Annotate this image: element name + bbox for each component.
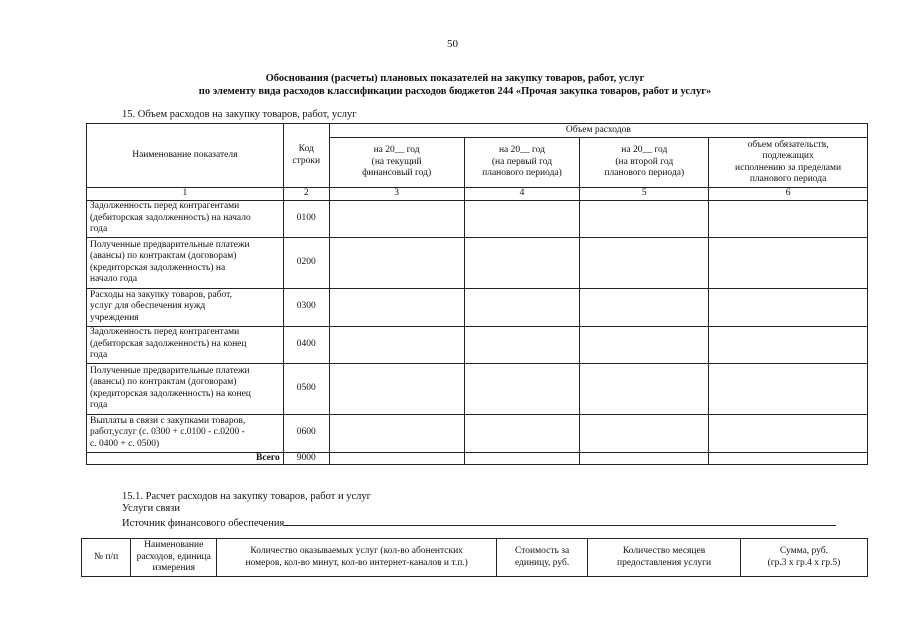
header-sum: Сумма, руб. (гр.3 х гр.4 х гр.5) xyxy=(740,539,867,577)
value-cell xyxy=(329,414,464,452)
header-unit-cost: Стоимость за единицу, руб. xyxy=(497,539,588,577)
header-months-count: Количество месяцев предоставления услуги xyxy=(588,539,741,577)
value-cell xyxy=(709,326,868,363)
total-label: Всего xyxy=(87,452,284,465)
column-number: 2 xyxy=(283,188,329,201)
table-row xyxy=(87,363,868,414)
section-151-subheading: Услуги связи xyxy=(122,503,180,514)
value-cell xyxy=(580,326,709,363)
section-151-heading: 15.1. Расчет расходов на закупку товаров, работ и услуг xyxy=(122,491,371,502)
document-title: Обоснования (расчеты) плановых показателей на закупку товаров, работ, услуг xyxy=(265,73,645,84)
row-name: Задолженность перед контрагентами (дебиторская задолженность) на конец года xyxy=(87,326,284,363)
table-row xyxy=(87,200,868,237)
expenses-volume-table xyxy=(86,123,868,465)
row-code: 0400 xyxy=(283,326,329,363)
row-code: 0300 xyxy=(283,288,329,326)
column-number: 3 xyxy=(329,188,464,201)
value-cell xyxy=(709,288,868,326)
value-cell xyxy=(329,326,464,363)
value-cell xyxy=(709,414,868,452)
row-name: Расходы на закупку товаров, работ, услуг для обеспечения нужд учреждения xyxy=(87,288,284,326)
header-row-number: № п/п xyxy=(82,539,131,577)
row-name: Полученные предварительные платежи (авансы) по контрактам (договорам) (кредиторская задолженность) на конец года xyxy=(87,363,284,414)
value-cell xyxy=(464,452,580,465)
header-services-quantity: Количество оказываемых услуг (кол-во абонентских номеров, кол-во минут, кол-во интернет-каналов и т.п.) xyxy=(217,539,497,577)
communication-services-table xyxy=(81,538,868,577)
value-cell xyxy=(464,363,580,414)
funding-source-blank xyxy=(284,515,836,526)
value-cell xyxy=(464,326,580,363)
column-numbers-row xyxy=(87,188,868,201)
value-cell xyxy=(329,237,464,288)
header-indicator-name: Наименование показателя xyxy=(87,124,284,188)
row-name: Задолженность перед контрагентами (дебиторская задолженность) на начало года xyxy=(87,200,284,237)
value-cell xyxy=(580,200,709,237)
header-second-plan-year: на 20__ год (на второй год планового периода) xyxy=(580,138,709,188)
row-name: Полученные предварительные платежи (авансы) по контрактам (договорам) (кредиторская задолженность) на начало года xyxy=(87,237,284,288)
table-row xyxy=(87,414,868,452)
header-line-code: Код строки xyxy=(283,124,329,188)
value-cell xyxy=(464,200,580,237)
header-expense-volume: Объем расходов xyxy=(329,124,867,138)
value-cell xyxy=(329,452,464,465)
section-15-heading: 15. Объем расходов на закупку товаров, работ, услуг xyxy=(122,109,357,120)
document-subtitle: по элементу вида расходов классификации расходов бюджетов 244 «Прочая закупка товаров, работ и услуг» xyxy=(198,86,712,97)
table-row xyxy=(87,237,868,288)
row-code: 0200 xyxy=(283,237,329,288)
column-number: 1 xyxy=(87,188,284,201)
column-number: 6 xyxy=(709,188,868,201)
value-cell xyxy=(709,363,868,414)
value-cell xyxy=(580,414,709,452)
column-number: 5 xyxy=(580,188,709,201)
value-cell xyxy=(709,200,868,237)
value-cell xyxy=(580,363,709,414)
value-cell xyxy=(464,237,580,288)
value-cell xyxy=(464,414,580,452)
table-row xyxy=(87,326,868,363)
total-code: 9000 xyxy=(283,452,329,465)
value-cell xyxy=(709,237,868,288)
value-cell xyxy=(580,288,709,326)
total-row xyxy=(87,452,868,465)
value-cell xyxy=(580,452,709,465)
value-cell xyxy=(329,363,464,414)
value-cell xyxy=(709,452,868,465)
row-code: 0500 xyxy=(283,363,329,414)
table-row xyxy=(87,288,868,326)
value-cell xyxy=(464,288,580,326)
row-code: 0600 xyxy=(283,414,329,452)
header-first-plan-year: на 20__ год (на первый год планового периода) xyxy=(464,138,580,188)
value-cell xyxy=(329,200,464,237)
funding-source-label: Источник финансового обеспечения xyxy=(122,518,285,529)
header-expense-name: Наименование расходов, единица измерения xyxy=(131,539,217,577)
row-code: 0100 xyxy=(283,200,329,237)
header-current-year: на 20__ год (на текущий финансовый год) xyxy=(329,138,464,188)
header-obligations-beyond: объем обязательств, подлежащих исполнению за пределами планового периода xyxy=(709,138,868,188)
page-number: 50 xyxy=(447,38,458,50)
row-name: Выплаты в связи с закупками товаров, работ,услуг (с. 0300 + с.0100 - с.0200 - с. 0400 + с. 0500) xyxy=(87,414,284,452)
column-number: 4 xyxy=(464,188,580,201)
value-cell xyxy=(580,237,709,288)
value-cell xyxy=(329,288,464,326)
funding-source-line xyxy=(122,515,844,529)
